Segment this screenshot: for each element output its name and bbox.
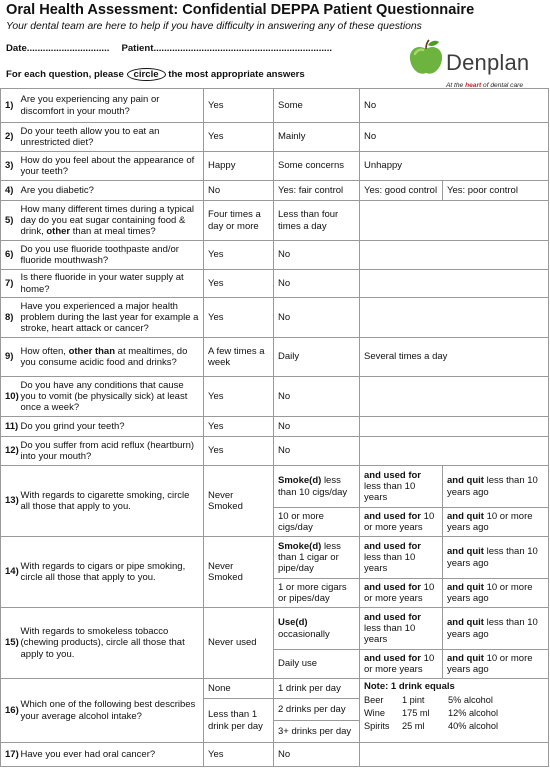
answer-option[interactable]: Four times a day or more [204,201,274,241]
answer-option[interactable]: Yes [204,298,274,338]
question-number: 8) [1,298,19,338]
answer-option[interactable]: and quit less than 10 years ago [443,466,549,508]
empty-cell [360,270,549,298]
answer-option[interactable]: Yes [204,241,274,270]
question-row-1 [1,89,549,123]
answer-option[interactable]: Happy [204,152,274,181]
drink-amount: 175 ml [402,708,430,719]
patient-field[interactable]: ................................................................... [153,43,333,54]
instruction-pre: For each question, please [6,69,124,80]
answer-option[interactable]: Smoke(d) less than 10 cigs/day [274,466,360,508]
question-number: 4) [1,181,19,201]
drink-name: Spirits [364,721,390,732]
drink-row [364,720,544,733]
answer-option[interactable]: Yes [204,437,274,466]
answer-option[interactable]: Use(d) occasionally [274,608,360,650]
question-text: Are you experiencing any pain or discomfort in your mouth? [19,89,204,123]
logo-name: Denplan [446,50,530,75]
answer-option[interactable]: Yes: good control [360,181,443,201]
answer-option[interactable]: Yes [204,123,274,152]
question-text: Do your teeth allow you to eat an unrestricted diet? [19,123,204,152]
question-number: 7) [1,270,19,298]
date-label: Date [6,43,27,54]
answer-option[interactable]: and quit 10 or more years ago [443,579,549,608]
answer-option[interactable]: No [360,89,549,123]
drink-table [364,694,544,733]
answer-option[interactable]: Smoke(d) less than 1 cigar or pipe/day [274,537,360,579]
answer-option[interactable]: 10 or more cigs/day [274,508,360,537]
answer-option[interactable]: 2 drinks per day [274,699,360,721]
question-row-16 [1,679,549,699]
empty-cell [360,201,549,241]
drink-name: Beer [364,695,384,706]
question-text: Are you diabetic? [19,181,204,201]
question-row-13 [1,466,549,508]
question-number: 10) [1,377,19,417]
answer-option[interactable]: Never used [204,608,274,679]
answer-option[interactable]: Yes: fair control [274,181,360,201]
empty-cell [360,377,549,417]
question-number: 1) [1,89,19,123]
questionnaire-table [0,88,549,767]
question-number: 15) [1,608,19,679]
page-title: Oral Health Assessment: Confidential DEPPA Patient Questionnaire [6,2,475,18]
answer-option[interactable]: and quit 10 or more years ago [443,508,549,537]
answer-option[interactable]: No [274,437,360,466]
empty-cell [360,417,549,437]
answer-option[interactable]: Never Smoked [204,537,274,608]
answer-option[interactable]: Mainly [274,123,360,152]
answer-option[interactable]: None [204,679,274,699]
instruction-circle: circle [127,68,166,81]
patient-label: Patient [121,43,154,54]
answer-option[interactable]: Unhappy [360,152,549,181]
question-text: Is there fluoride in your water supply at home? [19,270,204,298]
answer-option[interactable]: No [274,743,360,767]
answer-option[interactable]: Never Smoked [204,466,274,537]
answer-option[interactable]: 1 drink per day [274,679,360,699]
question-row-9 [1,338,549,377]
answer-option[interactable]: No [204,181,274,201]
question-row-12 [1,437,549,466]
question-number: 3) [1,152,19,181]
answer-option[interactable]: Several times a day [360,338,549,377]
answer-option[interactable]: and used for less than 10 years [360,608,443,650]
question-number: 13) [1,466,19,537]
question-row-4 [1,181,549,201]
question-row-3 [1,152,549,181]
answer-option[interactable]: and quit 10 or more years ago [443,650,549,679]
question-text: How many different times during a typical day do you eat sugar containing food & drink, other than at meal times? [19,201,204,241]
answer-option[interactable]: Yes: poor control [443,181,549,201]
note-title: Note: 1 drink equals [364,681,455,692]
answer-option[interactable]: and quit less than 10 years ago [443,537,549,579]
drink-row [364,694,544,707]
question-row-11 [1,417,549,437]
date-field[interactable]: ............................... [26,43,110,54]
question-number: 14) [1,537,19,608]
answer-option[interactable]: Yes [204,270,274,298]
answer-option[interactable]: No [274,377,360,417]
answer-option[interactable]: Some concerns [274,152,360,181]
answer-option[interactable]: and used for 10 or more years [360,650,443,679]
drink-alcohol: 5% alcohol [448,695,493,706]
answer-option[interactable]: Some [274,89,360,123]
drink-equivalence-note [360,679,549,743]
drink-amount: 25 ml [402,721,425,732]
answer-option[interactable]: Yes [204,743,274,767]
empty-cell [360,437,549,466]
question-number: 17) [1,743,19,767]
question-text: How do you feel about the appearance of your teeth? [19,152,204,181]
empty-cell [360,241,549,270]
question-text: Which one of the following best describes your average alcohol intake? [19,679,204,743]
question-number: 9) [1,338,19,377]
question-number: 11) [1,417,19,437]
answer-option[interactable]: No [274,270,360,298]
question-row-8 [1,298,549,338]
question-text: How often, other than at mealtimes, do you consume acidic food and drinks? [19,338,204,377]
answer-option[interactable]: and used for less than 10 years [360,537,443,579]
question-row-14 [1,537,549,579]
drink-alcohol: 12% alcohol [448,708,499,719]
logo-tagline: At the heart of dental care [446,82,524,89]
drink-row [364,707,544,720]
question-text: Do you suffer from acid reflux (heartburn) into your mouth? [19,437,204,466]
question-row-10 [1,377,549,417]
answer-option[interactable]: Daily use [274,650,360,679]
question-row-2 [1,123,549,152]
answer-option[interactable]: No [360,123,549,152]
question-text: Do you use fluoride toothpaste and/or fluoride mouthwash? [19,241,204,270]
page-subtitle: Your dental team are here to help if you have difficulty in answering any of these questions [6,21,422,32]
answer-option[interactable]: Daily [274,338,360,377]
question-text: With regards to cigarette smoking, circle all those that apply to you. [19,466,204,537]
empty-cell [360,743,549,767]
answer-option[interactable]: Yes [204,377,274,417]
question-number: 2) [1,123,19,152]
instruction-post: the most appropriate answers [168,69,305,80]
drink-name: Wine [364,708,385,719]
answer-option[interactable]: and quit less than 10 years ago [443,608,549,650]
answer-option[interactable]: and used for 10 or more years [360,579,443,608]
answer-option[interactable]: and used for less than 10 years [360,466,443,508]
question-number: 5) [1,201,19,241]
question-row-17 [1,743,549,767]
question-text: With regards to smokeless tobacco (chewing products), circle all those that apply to you. [19,608,204,679]
answer-option[interactable]: No [274,298,360,338]
answer-option[interactable]: Yes [204,417,274,437]
answer-option[interactable]: and used for 10 or more years [360,508,443,537]
question-row-5 [1,201,549,241]
date-patient-line [6,43,332,54]
question-text: Do you grind your teeth? [19,417,204,437]
drink-amount: 1 pint [402,695,425,706]
answer-option[interactable]: 1 or more cigars or pipes/day [274,579,360,608]
question-number: 6) [1,241,19,270]
question-row-15 [1,608,549,650]
answer-option[interactable]: No [274,241,360,270]
empty-cell [360,298,549,338]
answer-option[interactable]: Yes [204,89,274,123]
question-row-6 [1,241,549,270]
answer-option[interactable]: A few times a week [204,338,274,377]
question-number: 16) [1,679,19,743]
question-text: Do you have any conditions that cause you to vomit (be physically sick) at least once a week? [19,377,204,417]
answer-option[interactable]: No [274,417,360,437]
drink-alcohol: 40% alcohol [448,721,499,732]
question-text: Have you experienced a major health problem during the last year for example a stroke, heart attack or cancer? [19,298,204,338]
question-text: Have you ever had oral cancer? [19,743,204,767]
question-text: With regards to cigars or pipe smoking, circle all those that apply to you. [19,537,204,608]
instructions [6,68,305,81]
question-number: 12) [1,437,19,466]
answer-option[interactable]: Less than four times a day [274,201,360,241]
apple-icon [406,38,446,78]
question-row-7 [1,270,549,298]
answer-option[interactable]: Less than 1 drink per day [204,699,274,743]
answer-option[interactable]: 3+ drinks per day [274,721,360,743]
denplan-logo [404,36,550,94]
